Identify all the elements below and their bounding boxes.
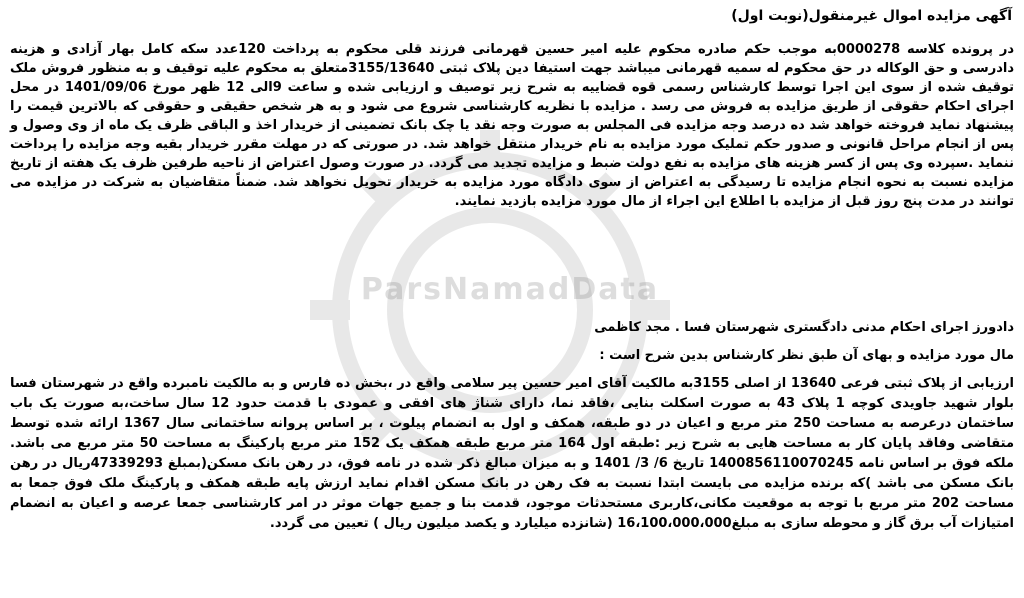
notice-title: آگهی مزایده اموال غیرمنقول(نوبت اول)	[731, 8, 1012, 24]
notice-signature: دادورز اجرای احکام مدنی دادگستری شهرستان فسا . مجد کاظمی	[594, 320, 1014, 335]
property-section-heading: مال مورد مزایده و بهای آن طبق نظر کارشناس بدین شرح است :	[599, 348, 1014, 363]
watermark-text: ParsNamadData	[360, 272, 660, 307]
property-appraisal-paragraph: ارزیابی از پلاک ثبتی فرعی 13640 از اصلی 3155به مالکیت آقای امیر حسین پیر سلامی واقع در ،بخش ده فارس و به مالکیت نامبرده واقع در شهرستان فسا بلوار شهید جاویدی کوچه 1 پلاک 43 به صورت اسکلت بنایی ،فاقد نما، دارای شناژ های افقی و عمودی با قدمت حدود 12 سال ساخت،به صورت یک باب ساختمان درعرصه به مساحت 250 متر مربع و اعیان در دو طبقه، همکف و اول به انضمام پیلوت ، بر اساس پروانه ساختمانی سال 1367 ارائه شده توسط متقاضی وفاقد پایان کار به مساحت هایی به شرح زیر :طبقه اول 164 متر مربع طبقه همکف یک 152 متر مربع پارکینگ به مساحت 50 متر مربع می باشد. ملکه فوق بر اساس نامه 1400856110070245 تاریخ 6/ 3/ 1401 و به میزان مبالغ ذکر شده در نامه فوق، در رهن بانک مسکن(بمبلغ 47339293ریال در رهن بانک مسکن می باشد )که برنده مزایده می بایست ابتدا نسبت به فک رهن در بانک مسکن اقدام نماید ارزش پایه طبقه همکف و پارکینگ ملک فوق جمعا به مساحت 202 متر مربع با توجه به موقعیت مکانی،کاربری مستحدثات موجود، قدمت بنا و جمیع جهات موثر در امر کارشناسی جمعا عرصه و اعیان به انضمام امتیازات آب برق گاز و محوطه سازی به مبلغ16،100،000،000 (شانزده میلیارد و یکصد میلیون ریال ) تعیین می گردد.	[10, 376, 1015, 531]
notice-paragraph-main: در پرونده کلاسه 0000278به موجب حکم صادره محکوم علیه امیر حسین قهرمانی فرزند قلی محکوم به پرداخت 120عدد سکه کامل بهار آزادی و هزینه دادرسی و حق الوکاله در حق محکوم له سمیه قهرمانی میباشد جهت استیفا دین پلاک ثبتی 3155/13640متعلق به محکوم علیه توقیف و به منظور فروش ملک توقیف شده از سوی این اجرا توسط کارشناس رسمی قوه قضاییه به شرح زیر توصیف و ارزیابی شده و ساعت 9الی 12 ظهر مورخ 1401/09/06 در محل اجرای احکام حقوقی از طریق مزایده به فروش می رسد . مزایده با نظریه کارشناسی شروع می شود و به هر شخص حقیقی و حقوقی که بالاترین قیمت را پیشنهاد نماید فروخته خواهد شد ده درصد وجه مزایده فی المجلس به صورت وجه نقد یا چک بانک تضمینی از خریدار اخذ و الباقی ظرف یک ماه از وی وصول و پس از انجام مراحل قانونی و صدور حکم تملیک مورد مزایده به نام خریدار منتقل خواهد شد. در صورتی که در مهلت مقرر خریدار بقیه وجه مزایده را پرداخت ننماید .سپرده وی پس از کسر هزینه های مزایده به نفع دولت ضبط و مزایده تجدید می گردد. در صورت وصول اعتراض از ناحیه طرفین ظرف یک هفته از تاریخ مزایده نسبت به نحوه انجام مزایده تا رسیدگی به اعتراض از سوی دادگاه مورد مزایده به خریدار تحویل نخواهد شد. ضمناً متقاضیان به شرکت در مزایده می توانند در مدت پنج روز قبل از مزایده با اطلاع این اجراء از مال مورد مزایده بازدید نمایند.	[10, 42, 1015, 209]
